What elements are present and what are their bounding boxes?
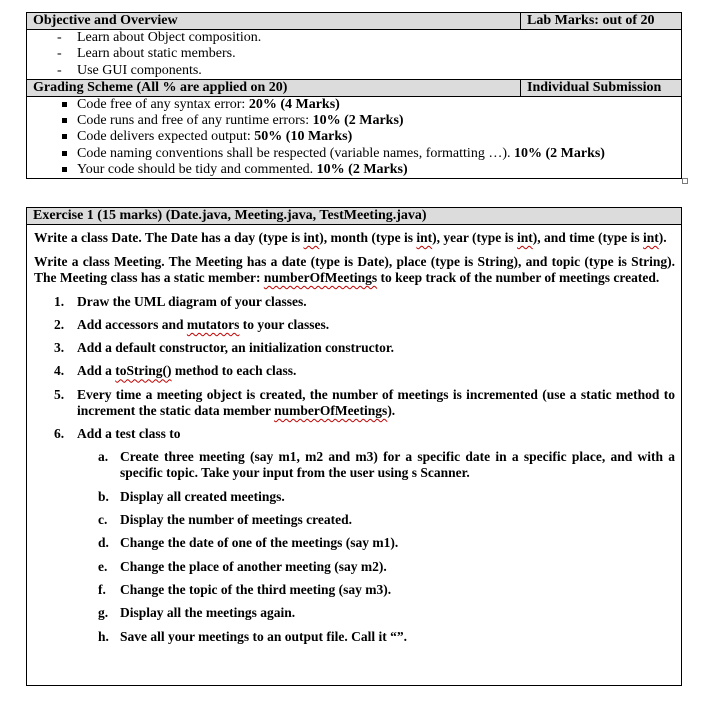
grading-item: Your code should be tidy and commented. 10% (2 Marks) [57, 162, 681, 178]
step-item: 6. Add a test class to a. Create three meeting (say m1, m2 and m3) for a specific date in a specific place, and with a specific topic. Take your input from the user using s Scanner. b. Display all created meetings. c. Display the number of meetings created. d. Change the date of one of the meetings (say m1). e. Change the place of another meeting (say m2). f. Change the topic of the third meeting (say m3). g. Display all the meetings again. h. Save all your meetings to an output file. Call it “”. [34, 426, 675, 645]
step-item: 3. Add a default constructor, an initialization constructor. [54, 340, 395, 356]
substeps-list [34, 449, 675, 645]
meeting-class-paragraph: Write a class Meeting. The Meeting has a date (type is Date), place (type is String), and topic (type is String). The Meeting class has a static member: numberOfMeetings to keep track of the number of meetings created. [34, 253, 675, 285]
objective-item: - Learn about static members. [57, 46, 681, 62]
grading-item: Code naming conventions shall be respected (variable names, formatting …). 10% (2 Marks) [57, 146, 681, 162]
objective-item: - Learn about Object composition. [57, 30, 681, 46]
lab-marks-label: Lab Marks: out of 20 [527, 13, 655, 28]
exercise-title: Exercise 1 (15 marks) (Date.java, Meeting.java, TestMeeting.java) [27, 208, 681, 225]
substep-item: a. Create three meeting (say m1, m2 and m3) for a specific date in a specific place, and with a specific topic. Take your input from the user using s Scanner. [98, 448, 675, 481]
exercise-table [26, 207, 682, 686]
substep-item: e. Change the place of another meeting (say m2). [98, 558, 387, 574]
substep-item: d. Change the date of one of the meetings (say m1). [98, 535, 399, 551]
objective-item: - Use GUI components. [57, 63, 681, 79]
grading-title: Grading Scheme (All % are applied on 20) [27, 80, 521, 96]
substep-item: c. Display the number of meetings created. [98, 512, 352, 528]
objective-grading-table [26, 12, 682, 179]
grading-item: Code delivers expected output: 50% (10 Marks) [57, 129, 681, 145]
grading-item: Code runs and free of any runtime errors: 10% (2 Marks) [57, 113, 681, 129]
grading-list [27, 97, 681, 178]
step-item: 2. Add accessors and mutators to your classes. [54, 316, 330, 332]
steps-list [34, 294, 675, 646]
step-item: 4. Add a toString() method to each class. [54, 363, 297, 379]
objective-list [27, 30, 681, 80]
substep-item: b. Display all created meetings. [98, 488, 285, 504]
table-resize-handle[interactable] [682, 178, 688, 184]
substep-item: h. Save all your meetings to an output file. Call it “”. [98, 628, 408, 644]
submission-label: Individual Submission [527, 79, 662, 95]
objective-title: Objective and Overview [27, 13, 521, 29]
step-item: 5. Every time a meeting object is created, the number of meetings is incremented (use a static method to increment the static data member numberOfMeetings). [54, 386, 675, 419]
substep-item: g. Display all the meetings again. [98, 605, 296, 621]
step-item: 1. Draw the UML diagram of your classes. [54, 293, 307, 309]
objective-header-row [27, 13, 681, 30]
grading-item: Code free of any syntax error: 20% (4 Marks) [57, 97, 681, 113]
substep-item: f. Change the topic of the third meeting (say m3). [98, 581, 392, 597]
exercise-body [27, 225, 681, 660]
date-class-paragraph: Write a class Date. The Date has a day (type is int), month (type is int), year (type is int), and time (type is int). [34, 230, 667, 245]
grading-header-row [27, 80, 681, 97]
